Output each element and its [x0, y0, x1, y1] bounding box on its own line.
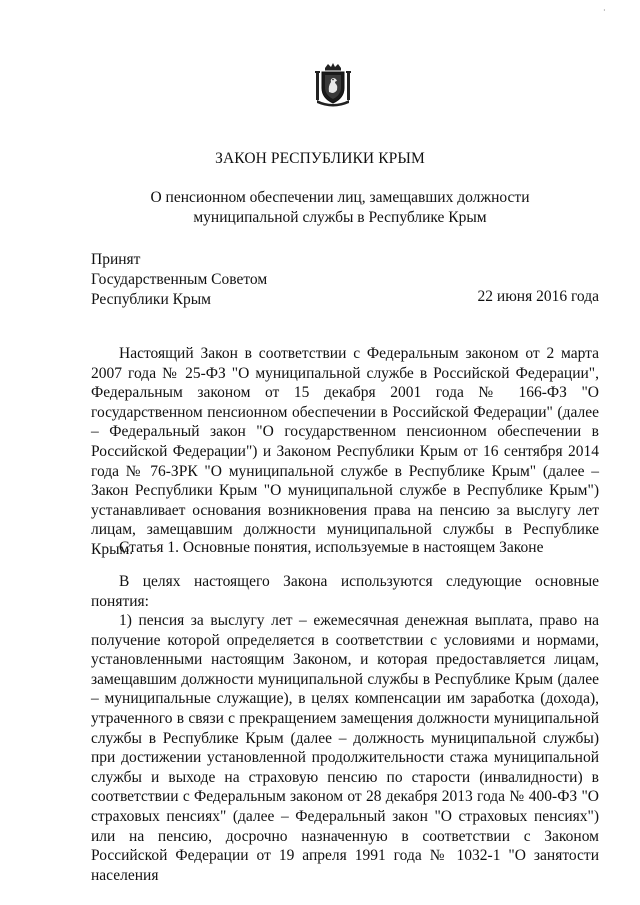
law-subject — [90, 188, 590, 228]
adoption-block — [91, 250, 267, 310]
coat-of-arms-icon — [313, 62, 353, 108]
preamble-paragraph: Настоящий Закон в соответствии с Федеральным законом от 2 марта 2007 года № 25-ФЗ "О муниципальной службе в Российской Федерации", Федеральным законом от 15 декабря 2001 года № 166-ФЗ "О государственном пенсионном обеспечении в Российской Федерации" (далее – Федеральный закон "О государственном пенсионном обеспечении в Российской Федерации") и Законом Республики Крым от 16 сентября 2014 года № 76-ЗРК "О муниципальной службе в Республике Крым" (далее – Закон Республики Крым "О муниципальной службе в Республике Крым") устанавливает основания возникновения права на пенсию за выслугу лет лицам, замещавшим должности муниципальной службы в Республике Крым. — [91, 345, 599, 558]
subject-line: муниципальной службы в Республике Крым — [193, 209, 487, 226]
header-mark: · — [603, 6, 606, 15]
adopting-body: Государственным Советом — [91, 271, 268, 288]
article-heading: Статья 1. Основные понятия, используемые в настоящем Законе — [119, 539, 544, 556]
adopting-body-region: Республики Крым — [91, 291, 211, 308]
adoption-date: 22 июня 2016 года — [477, 288, 599, 305]
article-paragraph: 1) пенсия за выслугу лет – ежемесячная денежная выплата, право на получение которой определяется в соответствии с условиями и нормами, установленными настоящим Законом, и которая предоставляется лицам, замещавшим должности муниципальной службы в Республике Крым (далее – муниципальные служащие), в целях компенсации им заработка (дохода), утраченного в связи с прекращением замещения должности муниципальной службы в Республике Крым (далее – должность муниципальной службы) при достижении установленной продолжительности стажа муниципальной службы и выходе на страховую пенсию по старости (инвалидности) в соответствии с Федеральным законом от 28 декабря 2013 года № 400-ФЗ "О страховых пенсиях" (далее – Федеральный закон "О страховых пенсиях") или на пенсию, досрочно назначенную в соответствии с Законом Российской Федерации от 19 апреля 1991 года № 1032-1 "О занятости населения — [91, 612, 599, 884]
law-title: ЗАКОН РЕСПУБЛИКИ КРЫМ — [215, 150, 425, 167]
adopted-label: Принят — [91, 251, 141, 268]
subject-line: О пенсионном обеспечении лиц, замещавших должности — [150, 189, 530, 206]
article-paragraph: В целях настоящего Закона используются следующие основные понятия: — [91, 573, 599, 610]
